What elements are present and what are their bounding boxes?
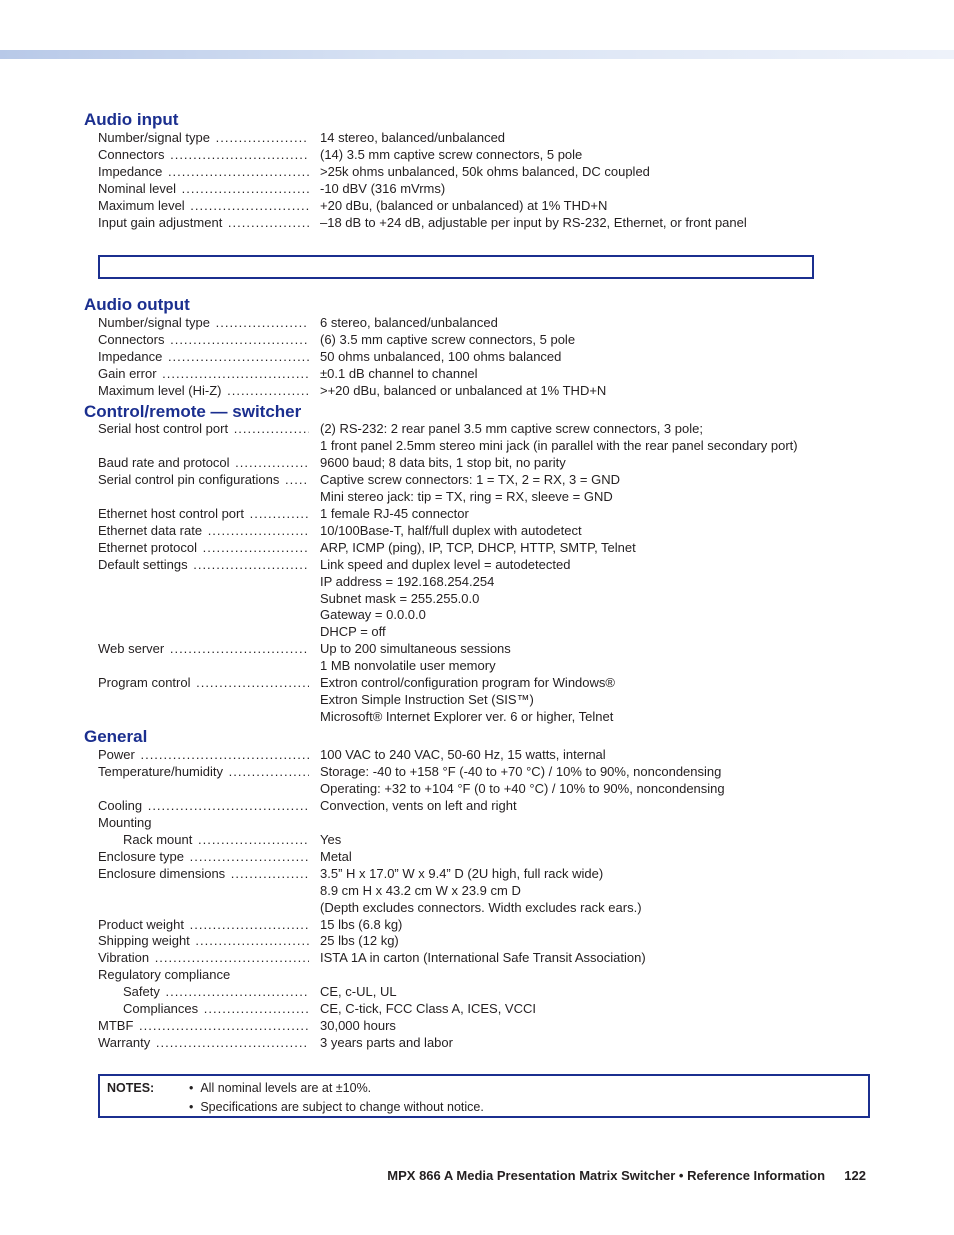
spec-row [0, 471, 954, 488]
page-footer [0, 1167, 866, 1185]
spec-label [98, 146, 309, 163]
spec-label-text: MTBF [98, 1018, 134, 1034]
notes-bullet-2: • Specifications are subject to change without notice. [189, 1100, 484, 1114]
spec-label-text: Baud rate and protocol [98, 454, 230, 470]
spec-label [98, 522, 309, 539]
spec-row [0, 763, 954, 780]
spec-label [98, 916, 309, 933]
spec-value: 3 years parts and labor [320, 1035, 453, 1051]
spec-value: Gateway = 0.0.0.0 [320, 607, 426, 623]
spec-label [98, 674, 309, 691]
spec-label-text: Default settings [98, 556, 188, 572]
spec-label [98, 197, 309, 214]
spec-value: 14 stereo, balanced/unbalanced [320, 130, 506, 145]
spec-label-text: Gain error [98, 365, 157, 381]
spec-row [0, 691, 954, 708]
spec-label [98, 214, 309, 231]
spec-label-text: Compliances [123, 1001, 199, 1017]
spec-row [0, 797, 954, 814]
spec-row [0, 831, 954, 848]
spec-value: Link speed and duplex level = autodetected [320, 556, 571, 572]
spec-row [0, 146, 954, 163]
spec-label [98, 382, 309, 399]
spec-value: Metal [320, 848, 352, 864]
spec-label-text: Connectors [98, 331, 165, 347]
spec-value: 15 lbs (6.8 kg) [320, 916, 403, 932]
spec-label [98, 163, 309, 180]
spec-row [0, 331, 954, 348]
spec-label-text: Warranty [98, 1035, 151, 1051]
notes-item-2: Specifications are subject to change without notice. [200, 1100, 484, 1114]
spec-label [98, 640, 309, 657]
spec-row [0, 746, 954, 763]
spec-row [0, 949, 954, 966]
footer-title: MPX 866 A Media Presentation Matrix Switcher • Reference Information [387, 1168, 826, 1183]
spec-value: Microsoft® Internet Explorer ver. 6 or higher, Telnet [320, 709, 614, 725]
spec-value: ±0.1 dB channel to channel [320, 365, 478, 381]
spec-label-text: Temperature/humidity [98, 763, 223, 779]
spec-label-text: Enclosure dimensions [98, 865, 226, 881]
spec-value: Convection, vents on left and right [320, 797, 517, 813]
spec-value: -10 dBV (316 mVrms) [320, 180, 446, 196]
spec-label-text: Impedance [98, 348, 163, 364]
spec-row [0, 814, 954, 831]
spec-row [0, 640, 954, 657]
spec-row [0, 365, 954, 382]
spec-label-text: Serial control pin configurations [98, 471, 280, 487]
spec-row [0, 590, 954, 607]
header-accent-bar [0, 50, 954, 59]
spec-row [0, 382, 954, 399]
spec-row [0, 1000, 954, 1017]
spec-value: +20 dBu, (balanced or unbalanced) at 1% THD+N [320, 197, 608, 213]
spec-row [0, 573, 954, 590]
section-heading-control: Control/remote — switcher [84, 402, 302, 421]
spec-label-text: Nominal level [98, 180, 177, 196]
spec-value: (14) 3.5 mm captive screw connectors, 5 pole [320, 146, 583, 162]
spec-row [0, 214, 954, 231]
spec-row [0, 1017, 954, 1034]
spec-label [98, 814, 309, 831]
spec-label [98, 365, 309, 382]
spec-label-text: Web server [98, 641, 165, 657]
spec-value: CE, C-tick, FCC Class A, ICES, VCCI [320, 1001, 536, 1017]
spec-label-text: Safety [123, 984, 160, 1000]
spec-value: 10/100Base-T, half/full duplex with autodetect [320, 522, 582, 538]
spec-value: CE, c-UL, UL [320, 984, 397, 1000]
section-heading-audio-output: Audio output [84, 295, 190, 314]
spec-label [98, 932, 309, 949]
spec-row [0, 129, 954, 146]
spec-label [98, 314, 309, 331]
section-heading-general: General [84, 727, 148, 746]
spec-row [0, 848, 954, 865]
spec-label [98, 454, 309, 471]
spec-label [98, 746, 309, 763]
spec-label [98, 471, 309, 488]
notes-box [98, 1074, 870, 1118]
spec-label-text: Ethernet host control port [98, 505, 244, 521]
spec-value: ISTA 1A in carton (International Safe Transit Association) [320, 950, 646, 966]
spec-label [98, 1034, 309, 1051]
spec-value: 9600 baud; 8 data bits, 1 stop bit, no parity [320, 454, 566, 470]
spec-value: 50 ohms unbalanced, 100 ohms balanced [320, 348, 562, 364]
notes-bullet-1: • All nominal levels are at ±10%. [189, 1081, 372, 1095]
spec-value: IP address = 192.168.254.254 [320, 573, 495, 589]
spec-value: Extron Simple Instruction Set (SIS™) [320, 692, 534, 708]
spec-label [98, 848, 309, 865]
spec-value: 1 female RJ-45 connector [320, 505, 469, 521]
spec-label [98, 539, 309, 556]
spec-value: DHCP = off [320, 624, 386, 640]
spec-label [98, 1017, 309, 1034]
spec-row [0, 657, 954, 674]
spec-label [98, 763, 309, 780]
spec-value: Extron control/configuration program for Windows® [320, 675, 615, 691]
spec-label [123, 1000, 309, 1017]
spec-row [0, 454, 954, 471]
spec-label-text: Input gain adjustment [98, 214, 223, 230]
spec-row [0, 522, 954, 539]
spec-row [0, 539, 954, 556]
spec-row [0, 623, 954, 640]
spec-row [0, 437, 954, 454]
spec-label-text: Shipping weight [98, 933, 190, 949]
spec-label-text: Cooling [98, 797, 143, 813]
spec-row [0, 180, 954, 197]
spec-label [98, 420, 309, 437]
spec-row [0, 780, 954, 797]
spec-row [0, 899, 954, 916]
spec-label-text: Mounting [98, 814, 152, 830]
spec-value: >25k ohms unbalanced, 50k ohms balanced, DC coupled [320, 163, 650, 179]
spec-value: Up to 200 simultaneous sessions [320, 641, 511, 657]
spec-label-text: Rack mount [123, 831, 193, 847]
spec-row [0, 606, 954, 623]
spec-label-text: Regulatory compliance [98, 967, 231, 983]
spec-row [0, 314, 954, 331]
spec-label-text: Vibration [98, 950, 150, 966]
spec-value: Storage: -40 to +158 °F (-40 to +70 °C) / 10% to 90%, noncondensing [320, 763, 722, 779]
spec-label-text: Ethernet data rate [98, 522, 203, 538]
spec-row [0, 348, 954, 365]
spec-value: 25 lbs (12 kg) [320, 933, 399, 949]
spec-label [98, 331, 309, 348]
spec-label [123, 831, 309, 848]
section-heading-audio-input: Audio input [84, 110, 179, 129]
spec-value: (Depth excludes connectors. Width excludes rack ears.) [320, 899, 642, 915]
spec-value: 6 stereo, balanced/unbalanced [320, 315, 498, 330]
spec-row [0, 983, 954, 1000]
spec-label-text: Number/signal type [98, 130, 210, 145]
spec-value: >+20 dBu, balanced or unbalanced at 1% THD+N [320, 382, 607, 398]
spec-label-text: Serial host control port [98, 421, 229, 436]
spec-label [98, 505, 309, 522]
spec-label-text: Program control [98, 675, 191, 691]
spec-row [0, 197, 954, 214]
spec-row [0, 505, 954, 522]
notes-item-1: All nominal levels are at ±10%. [200, 1081, 372, 1095]
spec-value: 30,000 hours [320, 1018, 396, 1034]
spec-value: 1 MB nonvolatile user memory [320, 658, 496, 674]
spec-label [98, 865, 309, 882]
spec-row [0, 163, 954, 180]
spec-value: 1 front panel 2.5mm stereo mini jack (in parallel with the rear panel secondary port) [320, 437, 798, 453]
spec-value: 8.9 cm H x 43.2 cm W x 23.9 cm D [320, 882, 521, 898]
spec-row [0, 488, 954, 505]
spec-row [0, 556, 954, 573]
spec-label-text: Ethernet protocol [98, 539, 198, 555]
spec-value: Mini stereo jack: tip = TX, ring = RX, sleeve = GND [320, 488, 613, 504]
spec-label [98, 180, 309, 197]
spec-value: –18 dB to +24 dB, adjustable per input by RS-232, Ethernet, or front panel [320, 214, 747, 230]
spec-value: Captive screw connectors: 1 = TX, 2 = RX, 3 = GND [320, 471, 620, 487]
spec-label [98, 949, 309, 966]
spec-row [0, 1034, 954, 1051]
spec-value: ARP, ICMP (ping), IP, TCP, DHCP, HTTP, SMTP, Telnet [320, 539, 636, 555]
spec-label-text: Number/signal type [98, 315, 210, 330]
spec-label-text: Maximum level [98, 197, 185, 213]
spec-value: 3.5” H x 17.0” W x 9.4” D (2U high, full rack wide) [320, 865, 604, 881]
spec-label-text: Power [98, 747, 135, 762]
spec-label [98, 348, 309, 365]
note-box [98, 255, 814, 279]
page-number: 122 [844, 1168, 866, 1183]
spec-row [0, 916, 954, 933]
spec-label-text: Maximum level (Hi-Z) [98, 382, 222, 398]
spec-row [0, 865, 954, 882]
spec-value: Subnet mask = 255.255.0.0 [320, 590, 480, 606]
spec-label-text: Enclosure type [98, 848, 184, 864]
spec-label-text: Connectors [98, 146, 165, 162]
spec-label [98, 966, 309, 983]
spec-row [0, 420, 954, 437]
spec-row [0, 882, 954, 899]
spec-label [123, 983, 309, 1000]
spec-row [0, 674, 954, 691]
notes-label: NOTES: [107, 1081, 155, 1095]
spec-label [98, 129, 309, 146]
spec-label-text: Product weight [98, 916, 184, 932]
spec-label-text: Impedance [98, 163, 163, 179]
spec-row [0, 708, 954, 725]
spec-row [0, 932, 954, 949]
spec-value: 100 VAC to 240 VAC, 50-60 Hz, 15 watts, internal [320, 747, 606, 762]
spec-value: Yes [320, 831, 342, 847]
spec-label [98, 556, 309, 573]
spec-value: Operating: +32 to +104 °F (0 to +40 °C) / 10% to 90%, noncondensing [320, 780, 725, 796]
spec-value: (2) RS-232: 2 rear panel 3.5 mm captive screw connectors, 3 pole; [320, 421, 703, 436]
spec-label [98, 797, 309, 814]
spec-value: (6) 3.5 mm captive screw connectors, 5 pole [320, 331, 576, 347]
spec-row [0, 966, 954, 983]
